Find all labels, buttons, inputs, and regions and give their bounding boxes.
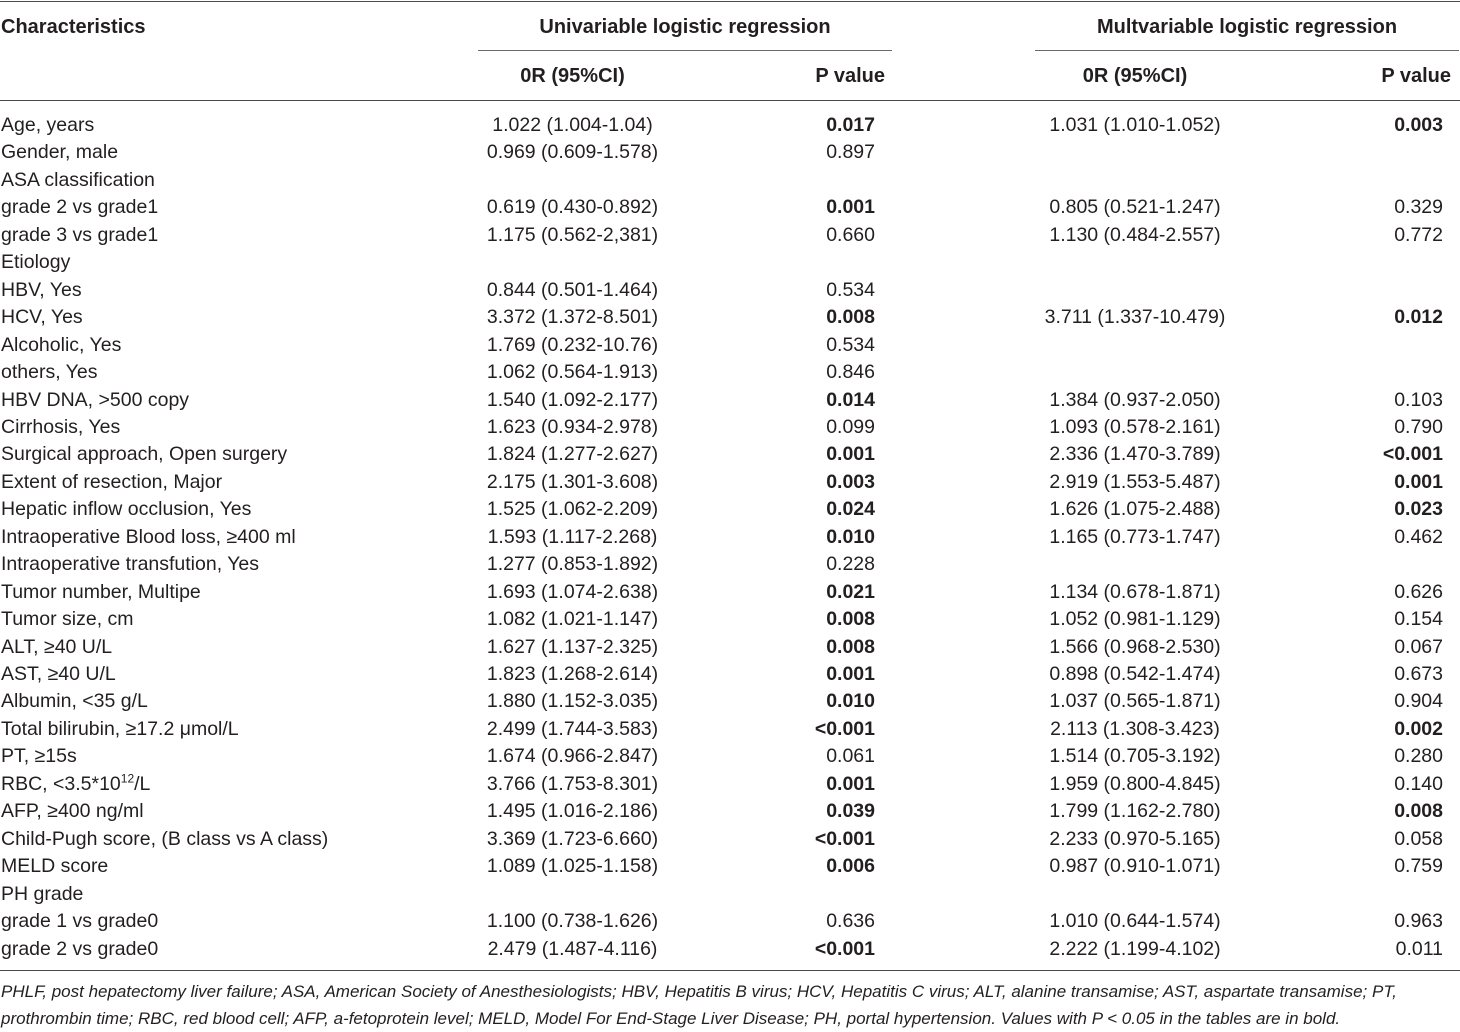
univariable-p-value: 0.003	[826, 470, 875, 493]
univariable-p-value: 0.001	[826, 772, 875, 795]
table-row	[0, 716, 1460, 743]
header-multivariable-or: 0R (95%CI)	[1082, 65, 1188, 87]
univariable-or-value: 1.823 (1.268-2.614)	[486, 663, 659, 685]
multivariable-or-value: 1.384 (0.937-2.050)	[1049, 388, 1221, 411]
bottom-rule	[0, 970, 1460, 971]
row-label: Etiology	[1, 251, 71, 274]
univariable-p-value: 0.897	[826, 141, 875, 164]
row-label: Total bilirubin, ≥17.2 μmol/L	[1, 717, 239, 740]
header-multivariable: Multvariable logistic regression	[1096, 16, 1398, 38]
multivariable-p-value: 0.023	[1394, 498, 1443, 521]
row-label: ASA classification	[1, 168, 155, 191]
table-row	[0, 936, 1460, 963]
table-row	[0, 743, 1460, 770]
multivariable-p-value: 0.772	[1394, 223, 1443, 246]
univariable-or-value: 3.766 (1.753-8.301)	[486, 772, 659, 795]
multivariable-or-value: 1.093 (0.578-2.161)	[1049, 415, 1221, 438]
table-row	[0, 139, 1460, 166]
multivariable-or-value: 1.799 (1.162-2.780)	[1049, 800, 1221, 823]
row-label: AST, ≥40 U/L	[1, 663, 116, 685]
multivariable-or-value: 2.336 (1.470-3.789)	[1049, 443, 1221, 466]
row-label: grade 2 vs grade1	[1, 196, 159, 219]
multivariable-or-value: 2.919 (1.553-5.487)	[1049, 470, 1221, 493]
table-row	[0, 551, 1460, 578]
univariable-or-value: 1.693 (1.074-2.638)	[486, 580, 659, 603]
row-label: Tumor size, cm	[1, 608, 134, 631]
multivariable-p-value: 0.008	[1394, 800, 1443, 823]
univariable-or-value: 1.022 (1.004-1.04)	[492, 114, 653, 136]
row-label: Alcoholic, Yes	[1, 333, 122, 356]
multivariable-underline	[1035, 50, 1459, 51]
row-label: Age, years	[1, 114, 95, 136]
header-univariable-p: P value	[815, 65, 885, 87]
multivariable-or-value: 1.037 (0.565-1.871)	[1049, 690, 1221, 713]
multivariable-or-value: 1.626 (1.075-2.488)	[1049, 498, 1221, 521]
univariable-p-value: <0.001	[814, 937, 875, 960]
header-univariable-or: 0R (95%CI)	[520, 65, 625, 87]
univariable-or-value: 1.824 (1.277-2.627)	[486, 443, 659, 466]
table-row	[0, 826, 1460, 853]
univariable-p-value: 0.099	[826, 415, 875, 438]
table-row	[0, 414, 1460, 441]
table-row	[0, 496, 1460, 523]
row-label: Tumor number, Multipe	[1, 580, 201, 603]
multivariable-p-value: 0.329	[1394, 196, 1443, 219]
univariable-p-value: 0.017	[826, 114, 875, 136]
univariable-p-value: 0.660	[826, 223, 875, 246]
multivariable-or-value: 1.031 (1.010-1.052)	[1049, 114, 1221, 136]
multivariable-p-value: 0.963	[1394, 910, 1443, 933]
row-label: Albumin, <35 g/L	[1, 690, 148, 713]
univariable-or-value: 1.100 (0.738-1.626)	[486, 910, 659, 933]
row-label: PH grade	[1, 882, 84, 905]
header-bottom-rule	[0, 100, 1460, 101]
multivariable-or-value: 0.987 (0.910-1.071)	[1049, 855, 1221, 878]
multivariable-or-value: 1.566 (0.968-2.530)	[1049, 635, 1221, 658]
table-row	[0, 277, 1460, 304]
multivariable-p-value: 0.154	[1394, 608, 1443, 631]
univariable-p-value: 0.010	[826, 525, 875, 548]
univariable-or-value: 1.880 (1.152-3.035)	[486, 690, 659, 713]
row-label: AFP, ≥400 ng/ml	[1, 800, 144, 823]
univariable-p-value: 0.636	[826, 910, 875, 933]
table-row	[0, 359, 1460, 386]
multivariable-p-value: 0.067	[1394, 635, 1443, 658]
univariable-p-value: 0.010	[826, 690, 875, 713]
univariable-p-value: 0.008	[826, 608, 875, 631]
table-row	[0, 606, 1460, 633]
univariable-or-value: 1.593 (1.117-2.268)	[487, 525, 658, 548]
multivariable-p-value: 0.012	[1394, 306, 1443, 329]
row-label: PT, ≥15s	[1, 745, 77, 768]
univariable-p-value: 0.061	[826, 745, 875, 768]
table-row	[0, 661, 1460, 688]
multivariable-p-value: 0.904	[1394, 690, 1443, 713]
row-label: grade 3 vs grade1	[1, 223, 159, 246]
row-label: grade 2 vs grade0	[1, 937, 159, 960]
row-label: Intraoperative Blood loss, ≥400 ml	[1, 525, 296, 548]
footnote: PHLF, post hepatectomy liver failure; ASA, American Society of Anesthesiologists; HBV, Hepatitis B virus; HCV, Hepatitis C virus; ALT, alanine transamise; AST, aspartate transamise; PT, prothrombin time; RBC, red blood cell; AFP, a-fetoprotein level; MELD, Model For End-Stage Liver Disease; PH, portal hypertension. Values with P < 0.05 in the tables are in bold.	[1, 982, 1397, 1028]
univariable-p-value: 0.008	[826, 306, 875, 329]
univariable-p-value: <0.001	[814, 717, 875, 740]
table-row	[0, 881, 1460, 908]
univariable-or-value: 1.769 (0.232-10.76)	[486, 333, 659, 356]
univariable-p-value: 0.534	[826, 333, 875, 356]
table-row	[0, 798, 1460, 825]
univariable-p-value: 0.001	[826, 663, 875, 685]
univariable-p-value: 0.024	[826, 498, 875, 521]
row-label: MELD score	[1, 855, 109, 878]
univariable-or-value: 1.525 (1.062-2.209)	[486, 498, 659, 521]
row-label: Cirrhosis, Yes	[1, 415, 121, 438]
row-label: Intraoperative transfution, Yes	[1, 553, 260, 576]
row-label: Extent of resection, Major	[1, 470, 223, 493]
row-label: HCV, Yes	[1, 306, 83, 329]
multivariable-p-value: 0.140	[1394, 772, 1443, 795]
row-label: Child-Pugh score, (B class vs A class)	[1, 827, 329, 850]
univariable-or-value: 1.277 (0.853-1.892)	[486, 553, 659, 576]
univariable-or-value: 2.175 (1.301-3.608)	[486, 470, 659, 493]
multivariable-or-value: 1.130 (0.484-2.557)	[1049, 223, 1221, 246]
univariable-p-value: 0.006	[826, 855, 875, 878]
univariable-or-value: 2.499 (1.744-3.583)	[486, 717, 659, 740]
multivariable-p-value: 0.280	[1394, 745, 1443, 768]
row-label: RBC, $<3.5*10^{12}/L$	[1, 771, 151, 795]
multivariable-p-value: 0.626	[1394, 580, 1443, 603]
table-row	[0, 332, 1460, 359]
univariable-or-value: 1.627 (1.137-2.325)	[486, 635, 659, 658]
univariable-or-value: 1.540 (1.092-2.177)	[486, 388, 659, 411]
table-row	[0, 112, 1460, 139]
table-row	[0, 579, 1460, 606]
table-row	[0, 167, 1460, 194]
table-row	[0, 249, 1460, 276]
row-label: ALT, ≥40 U/L	[1, 635, 113, 658]
row-label: Surgical approach, Open surgery	[1, 443, 288, 466]
multivariable-or-value: 2.222 (1.199-4.102)	[1049, 937, 1221, 960]
multivariable-p-value: <0.001	[1382, 443, 1443, 466]
header-characteristics: Characteristics	[1, 16, 146, 38]
row-label: Gender, male	[1, 141, 119, 164]
univariable-or-value: 0.844 (0.501-1.464)	[486, 278, 659, 301]
table-row	[0, 771, 1460, 798]
multivariable-p-value: 0.003	[1394, 114, 1443, 136]
univariable-or-value: 3.372 (1.372-8.501)	[486, 306, 659, 329]
univariable-or-value: 1.623 (0.934-2.978)	[486, 415, 659, 438]
univariable-p-value: 0.001	[826, 443, 875, 466]
header-multivariable-p: P value	[1381, 65, 1451, 87]
table-row	[0, 634, 1460, 661]
multivariable-or-value: 2.113 (1.308-3.423)	[1050, 717, 1220, 740]
multivariable-or-value: 1.165 (0.773-1.747)	[1049, 525, 1221, 548]
table-row	[0, 524, 1460, 551]
univariable-underline	[478, 50, 892, 51]
univariable-or-value: 3.369 (1.723-6.660)	[486, 827, 659, 850]
row-label: HBV, Yes	[1, 278, 82, 301]
table-row	[0, 908, 1460, 935]
univariable-or-value: 1.062 (0.564-1.913)	[486, 361, 659, 384]
univariable-or-value: 0.619 (0.430-0.892)	[486, 196, 659, 219]
multivariable-or-value: 1.134 (0.678-1.871)	[1049, 580, 1221, 603]
table-row	[0, 387, 1460, 414]
multivariable-p-value: 0.001	[1394, 470, 1443, 493]
table-row	[0, 194, 1460, 221]
table-row	[0, 304, 1460, 331]
multivariable-p-value: 0.790	[1394, 415, 1443, 438]
multivariable-or-value: 0.898 (0.542-1.474)	[1049, 663, 1221, 685]
multivariable-or-value: 3.711 (1.337-10.479)	[1044, 306, 1226, 329]
row-label: others, Yes	[1, 361, 98, 384]
univariable-or-value: 1.495 (1.016-2.186)	[486, 800, 659, 823]
univariable-p-value: 0.008	[826, 635, 875, 658]
multivariable-or-value: 1.959 (0.800-4.845)	[1049, 772, 1221, 795]
multivariable-or-value: 1.052 (0.981-1.129)	[1049, 608, 1221, 631]
univariable-or-value: 0.969 (0.609-1.578)	[486, 141, 659, 164]
multivariable-or-value: 1.010 (0.644-1.574)	[1049, 910, 1221, 933]
univariable-or-value: 1.175 (0.562-2,381)	[486, 223, 659, 246]
univariable-p-value: <0.001	[814, 827, 875, 850]
table-row	[0, 469, 1460, 496]
multivariable-or-value: 2.233 (0.970-5.165)	[1049, 827, 1221, 850]
multivariable-or-value: 1.514 (0.705-3.192)	[1049, 745, 1221, 768]
multivariable-p-value: 0.011	[1395, 937, 1443, 960]
univariable-p-value: 0.534	[826, 278, 875, 301]
row-label: grade 1 vs grade0	[1, 910, 159, 933]
table-row	[0, 441, 1460, 468]
univariable-p-value: 0.228	[826, 553, 875, 576]
multivariable-p-value: 0.759	[1394, 855, 1443, 878]
table-row	[0, 222, 1460, 249]
multivariable-p-value: 0.002	[1394, 717, 1443, 740]
multivariable-or-value: 0.805 (0.521-1.247)	[1049, 196, 1221, 219]
univariable-p-value: 0.014	[826, 388, 875, 411]
multivariable-p-value: 0.462	[1394, 525, 1443, 548]
table-row	[0, 853, 1460, 880]
univariable-p-value: 0.039	[826, 800, 875, 823]
univariable-or-value: 2.479 (1.487-4.116)	[487, 937, 658, 960]
header-univariable: Univariable logistic regression	[539, 16, 831, 38]
multivariable-p-value: 0.103	[1394, 388, 1443, 411]
univariable-or-value: 1.082 (1.021-1.147)	[486, 608, 659, 631]
univariable-or-value: 1.674 (0.966-2.847)	[486, 745, 659, 768]
top-rule	[0, 1, 1460, 2]
multivariable-p-value: 0.673	[1394, 663, 1443, 685]
univariable-p-value: 0.846	[826, 361, 875, 384]
univariable-or-value: 1.089 (1.025-1.158)	[486, 855, 659, 878]
univariable-p-value: 0.021	[826, 580, 875, 603]
row-label: HBV DNA, >500 copy	[1, 388, 190, 411]
univariable-p-value: 0.001	[826, 196, 875, 219]
multivariable-p-value: 0.058	[1394, 827, 1443, 850]
table-row	[0, 688, 1460, 715]
row-label: Hepatic inflow occlusion, Yes	[1, 498, 252, 521]
